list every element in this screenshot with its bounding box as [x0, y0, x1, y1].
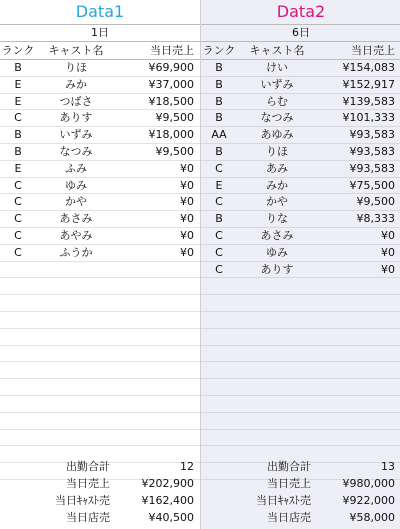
table-row[interactable] — [0, 312, 200, 329]
sales-cell — [116, 346, 198, 362]
cast-name-cell: かや — [266, 195, 288, 209]
rank-cell — [0, 329, 36, 345]
rank-cell — [0, 362, 36, 378]
sales-cell: ¥37,000 — [148, 77, 194, 91]
rank-cell: B — [215, 61, 223, 74]
rank-cell — [201, 346, 237, 362]
summary-row — [201, 492, 400, 509]
summary-value: 13 — [381, 460, 395, 473]
sales-cell — [116, 278, 198, 294]
sales-cell — [116, 396, 198, 412]
cast-name-cell: ゆみ — [65, 178, 87, 192]
summary-label: 出勤合計 — [267, 460, 311, 473]
data2-summary — [201, 458, 400, 526]
table-row[interactable] — [201, 346, 400, 363]
rank-cell: C — [14, 245, 22, 259]
sales-cell: ¥9,500 — [356, 195, 395, 209]
cast-name-cell — [237, 346, 317, 362]
sales-cell — [317, 379, 399, 395]
sales-cell: ¥93,583 — [349, 144, 395, 158]
summary-row — [201, 475, 400, 492]
sales-cell: ¥139,583 — [342, 94, 395, 108]
sales-cell — [317, 346, 399, 362]
sales-cell: ¥18,500 — [148, 94, 194, 108]
rank-column-header: ランク — [1, 44, 35, 57]
data2-day-header: 6日 — [201, 24, 400, 42]
table-row[interactable] — [0, 362, 200, 379]
sales-cell: ¥93,583 — [349, 161, 395, 175]
summary-value: ¥202,900 — [141, 477, 194, 490]
table-row[interactable] — [0, 194, 200, 211]
rank-cell: C — [215, 262, 223, 276]
table-row[interactable] — [201, 161, 400, 178]
sales-cell — [317, 396, 399, 412]
cast-name-cell — [36, 312, 116, 328]
table-row[interactable] — [201, 60, 400, 77]
table-row[interactable] — [201, 329, 400, 346]
sales-cell: ¥0 — [180, 161, 194, 175]
summary-row — [0, 509, 200, 526]
rank-cell: B — [215, 77, 223, 91]
cast-name-cell — [36, 329, 116, 345]
table-row[interactable] — [201, 94, 400, 111]
sales-cell — [317, 312, 399, 328]
rank-cell: C — [14, 228, 22, 242]
cast-name-cell — [36, 430, 116, 446]
table-row[interactable] — [0, 379, 200, 396]
cast-name-cell: ゆみ — [266, 245, 288, 259]
table-row[interactable] — [0, 110, 200, 127]
rank-cell — [201, 278, 237, 294]
summary-row — [201, 458, 400, 475]
sales-cell — [116, 379, 198, 395]
rank-cell: C — [215, 245, 223, 259]
table-row[interactable] — [201, 127, 400, 144]
table-row[interactable] — [0, 396, 200, 413]
table-row[interactable] — [0, 262, 200, 279]
summary-row — [0, 458, 200, 475]
name-column-header: キャスト名 — [48, 44, 104, 57]
cast-name-cell: かや — [65, 195, 87, 209]
sales-cell: ¥101,333 — [342, 111, 395, 125]
sales-cell — [317, 295, 399, 311]
table-row[interactable] — [0, 60, 200, 77]
data1-day-header: 1日 — [0, 24, 200, 42]
rank-cell: E — [14, 94, 22, 108]
cast-name-cell: りほ — [266, 144, 288, 158]
cast-name-cell — [237, 329, 317, 345]
cast-name-cell: つばさ — [59, 94, 93, 108]
table-row[interactable] — [201, 211, 400, 228]
table-row[interactable] — [0, 94, 200, 111]
summary-value: ¥980,000 — [342, 477, 395, 490]
summary-label: 当日売上 — [267, 477, 311, 490]
rank-cell: B — [14, 61, 22, 74]
table-row[interactable] — [201, 77, 400, 94]
table-row[interactable] — [201, 178, 400, 195]
table-row[interactable] — [201, 430, 400, 447]
sales-cell — [116, 329, 198, 345]
cast-name-cell — [237, 396, 317, 412]
table-row[interactable] — [0, 346, 200, 363]
summary-value: ¥922,000 — [342, 494, 395, 507]
rank-cell: C — [215, 228, 223, 242]
cast-name-cell: あさみ — [59, 212, 93, 226]
rank-cell: B — [215, 111, 223, 125]
rank-cell: B — [14, 144, 22, 158]
table-row[interactable] — [0, 329, 200, 346]
data1-summary — [0, 458, 200, 526]
cast-name-cell — [36, 295, 116, 311]
table-row[interactable] — [0, 161, 200, 178]
table-row[interactable] — [201, 413, 400, 430]
cast-name-cell: あやみ — [59, 228, 93, 242]
cast-name-cell: なつみ — [59, 144, 93, 158]
rank-cell: AA — [211, 128, 227, 142]
rank-cell — [0, 346, 36, 362]
data2-title: Data2 — [276, 2, 326, 21]
rank-cell — [0, 278, 36, 294]
rank-column-header: ランク — [202, 44, 236, 57]
sales-cell: ¥9,500 — [155, 111, 194, 125]
cast-name-cell: あさみ — [260, 228, 294, 242]
sales-cell — [317, 329, 399, 345]
cast-name-cell — [237, 295, 317, 311]
name-column-header: キャスト名 — [249, 44, 305, 57]
table-row[interactable] — [0, 77, 200, 94]
rank-cell — [0, 396, 36, 412]
table-row[interactable] — [201, 379, 400, 396]
rank-cell: E — [14, 161, 22, 175]
sales-cell: ¥154,083 — [342, 61, 395, 74]
rank-cell: C — [215, 161, 223, 175]
sales-cell: ¥0 — [381, 245, 395, 259]
cast-name-cell: あみ — [266, 161, 288, 175]
rank-cell: E — [215, 178, 223, 192]
table-row[interactable] — [201, 396, 400, 413]
summary-label: 当日ｷｬｽﾄ売 — [55, 494, 110, 507]
summary-label: 当日店売 — [267, 511, 311, 524]
cast-name-cell: みか — [65, 77, 87, 91]
rank-cell: B — [215, 212, 223, 226]
sales-cell — [317, 430, 399, 446]
table-row[interactable] — [0, 278, 200, 295]
rank-cell: C — [14, 111, 22, 125]
cast-name-cell — [36, 278, 116, 294]
sales-cell: ¥75,500 — [349, 178, 395, 192]
cast-name-cell — [237, 430, 317, 446]
rank-cell: C — [14, 195, 22, 209]
rank-cell — [201, 413, 237, 429]
cast-name-cell — [237, 379, 317, 395]
cast-name-cell: なつみ — [260, 111, 294, 125]
rank-cell: C — [215, 195, 223, 209]
data1-title: Data1 — [75, 2, 125, 21]
summary-row — [0, 475, 200, 492]
rank-cell — [0, 413, 36, 429]
sales-cell: ¥9,500 — [155, 144, 194, 158]
summary-value: ¥40,500 — [148, 511, 194, 524]
table-row[interactable] — [0, 211, 200, 228]
cast-name-cell: ふみ — [65, 161, 87, 175]
rank-cell — [201, 329, 237, 345]
sales-column-header: 当日売上 — [351, 44, 395, 57]
cast-name-cell: ふうか — [59, 245, 93, 259]
sales-cell: ¥0 — [180, 195, 194, 209]
cast-name-cell — [237, 362, 317, 378]
rank-cell — [201, 396, 237, 412]
sales-cell: ¥69,900 — [148, 61, 194, 74]
sales-cell: ¥0 — [180, 228, 194, 242]
rank-cell: B — [215, 94, 223, 108]
rank-cell: C — [14, 212, 22, 226]
sales-cell — [317, 413, 399, 429]
table-row[interactable] — [0, 413, 200, 430]
cast-name-cell: りほ — [65, 61, 87, 74]
cast-name-cell: ありす — [59, 111, 93, 125]
cast-name-cell — [36, 396, 116, 412]
rank-cell — [201, 379, 237, 395]
data1-rows — [0, 60, 200, 480]
sales-cell — [116, 430, 198, 446]
data1-column-header — [0, 42, 200, 60]
sales-cell — [317, 278, 399, 294]
table-row[interactable] — [201, 144, 400, 161]
sales-cell: ¥8,333 — [356, 212, 395, 226]
cast-name-cell: みか — [266, 178, 288, 192]
data2-panel — [200, 0, 400, 529]
table-row[interactable] — [201, 228, 400, 245]
sales-cell: ¥0 — [180, 212, 194, 226]
table-row[interactable] — [0, 245, 200, 262]
table-row[interactable] — [201, 110, 400, 127]
rank-cell — [0, 312, 36, 328]
summary-label: 当日店売 — [66, 511, 110, 524]
data2-column-header — [201, 42, 400, 60]
cast-name-cell — [237, 413, 317, 429]
sales-cell — [116, 295, 198, 311]
rank-cell — [201, 362, 237, 378]
table-row[interactable] — [0, 127, 200, 144]
cast-name-cell — [36, 413, 116, 429]
sales-cell: ¥0 — [180, 178, 194, 192]
rank-cell: B — [215, 144, 223, 158]
sales-cell — [116, 413, 198, 429]
table-row[interactable] — [201, 245, 400, 262]
summary-value: ¥58,000 — [349, 511, 395, 524]
cast-name-cell: らむ — [266, 94, 288, 108]
table-row[interactable] — [0, 178, 200, 195]
rank-cell: B — [14, 128, 22, 142]
summary-label: 当日売上 — [66, 477, 110, 490]
cast-name-cell: あゆみ — [260, 128, 294, 142]
table-row[interactable] — [201, 278, 400, 295]
rank-cell — [0, 379, 36, 395]
sales-cell — [116, 362, 198, 378]
summary-value: ¥162,400 — [141, 494, 194, 507]
sales-cell: ¥0 — [381, 262, 395, 276]
sales-cell: ¥93,583 — [349, 128, 395, 142]
summary-row — [0, 492, 200, 509]
sales-cell — [317, 362, 399, 378]
cast-name-cell: りな — [266, 212, 288, 226]
summary-row — [201, 509, 400, 526]
rank-cell: C — [14, 178, 22, 192]
sales-cell — [116, 262, 198, 278]
rank-cell — [201, 312, 237, 328]
cast-name-cell — [36, 362, 116, 378]
rank-cell — [201, 430, 237, 446]
table-row[interactable] — [201, 312, 400, 329]
rank-cell — [0, 262, 36, 278]
cast-name-cell: けい — [266, 61, 288, 74]
table-row[interactable] — [0, 144, 200, 161]
cast-name-cell — [36, 346, 116, 362]
rank-cell — [201, 295, 237, 311]
sales-cell: ¥18,000 — [148, 128, 194, 142]
cast-name-cell — [237, 278, 317, 294]
cast-name-cell — [36, 262, 116, 278]
table-row[interactable] — [201, 295, 400, 312]
cast-name-cell — [36, 379, 116, 395]
sales-cell: ¥0 — [180, 245, 194, 259]
summary-label: 当日ｷｬｽﾄ売 — [256, 494, 311, 507]
sales-cell: ¥0 — [381, 228, 395, 242]
summary-value: 12 — [180, 460, 194, 473]
table-row[interactable] — [0, 430, 200, 447]
table-row[interactable] — [0, 228, 200, 245]
table-row[interactable] — [0, 295, 200, 312]
cast-name-cell: いずみ — [260, 77, 294, 91]
rank-cell: E — [14, 77, 22, 91]
rank-cell — [0, 295, 36, 311]
data2-rows — [201, 60, 400, 480]
sales-cell: ¥152,917 — [342, 77, 395, 91]
sales-column-header: 当日売上 — [150, 44, 194, 57]
cast-name-cell — [237, 312, 317, 328]
table-row[interactable] — [201, 194, 400, 211]
table-row[interactable] — [201, 362, 400, 379]
rank-cell — [0, 430, 36, 446]
summary-label: 出勤合計 — [66, 460, 110, 473]
sales-cell — [116, 312, 198, 328]
cast-name-cell: ありす — [260, 262, 294, 276]
cast-name-cell: いずみ — [59, 128, 93, 142]
table-row[interactable] — [201, 262, 400, 279]
